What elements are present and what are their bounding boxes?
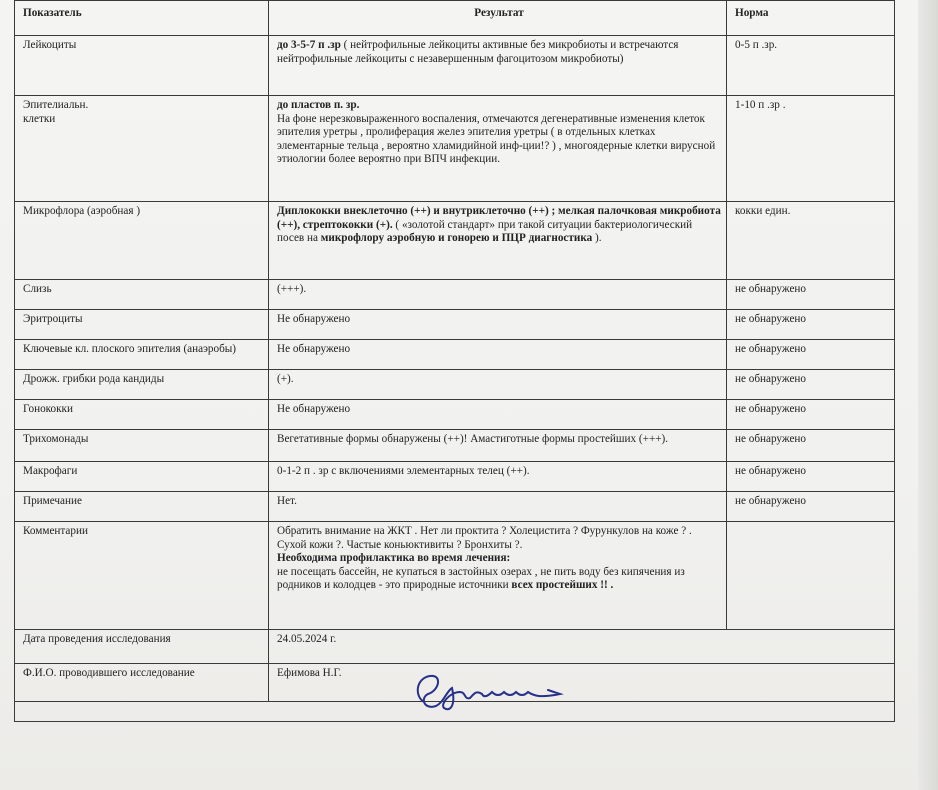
- person-value: Ефимова Н.Г.: [269, 664, 895, 702]
- header-parameter: Показатель: [15, 1, 269, 36]
- norm-cell: кокки един.: [727, 202, 895, 280]
- param-cell: Микрофлора (аэробная ): [15, 202, 269, 280]
- result-cell: Вегетативные формы обнаружены (++)! Амастиготные формы простейших (+++).: [269, 430, 727, 462]
- norm-cell: не обнаружено: [727, 400, 895, 430]
- comment-row: [15, 522, 895, 630]
- norm-cell: не обнаружено: [727, 462, 895, 492]
- table-header-row: [15, 1, 895, 36]
- result-cell: Не обнаружено: [269, 400, 727, 430]
- result-bold-2: микрофлору аэробную и гонорею и ПЦР диагностика: [320, 232, 593, 245]
- table-row: [15, 340, 895, 370]
- table-row: [15, 400, 895, 430]
- date-value: 24.05.2024 г.: [269, 630, 895, 664]
- table-row: [15, 280, 895, 310]
- result-bold: до 3-5-7 п .зр: [277, 39, 341, 51]
- result-bold: Диплококки внеклеточно (++) и внутриклеточно (++) ; мелкая палочковая микробиота (++), стрептококки (+).: [277, 205, 721, 231]
- norm-cell: не обнаружено: [727, 310, 895, 340]
- norm-cell: 1-10 п .зр .: [727, 96, 895, 202]
- person-label: Ф.И.О. проводившего исследование: [15, 664, 269, 702]
- table-row: [15, 310, 895, 340]
- norm-cell: не обнаружено: [727, 430, 895, 462]
- norm-cell: не обнаружено: [727, 492, 895, 522]
- result-cell: (+++).: [269, 280, 727, 310]
- table-row: [15, 96, 895, 202]
- comment-cell: [269, 522, 727, 630]
- norm-cell: 0-5 п .зр.: [727, 36, 895, 96]
- table-row: [15, 430, 895, 462]
- norm-cell: [727, 522, 895, 630]
- param-cell: [15, 96, 269, 202]
- comment-advice-text: не посещать бассейн, не купаться в застойных озерах , не пить воду без кипячения из родников и колодцев - это природные источники: [277, 565, 685, 592]
- header-result: Результат: [269, 1, 727, 36]
- param-cell: Гонококки: [15, 400, 269, 430]
- table-row: [15, 462, 895, 492]
- result-text: ( «золотой стандарт» при такой ситуации бактериологический посев на: [277, 218, 693, 245]
- result-cell: (+).: [269, 370, 727, 400]
- analysis-table: [14, 0, 895, 722]
- param-text: Эпителиальн. клетки: [23, 99, 89, 125]
- norm-cell: не обнаружено: [727, 280, 895, 310]
- page-edge-shadow: [918, 0, 938, 790]
- param-cell: Примечание: [15, 492, 269, 522]
- result-cell: Не обнаружено: [269, 310, 727, 340]
- date-row: [15, 630, 895, 664]
- param-cell: Эритроциты: [15, 310, 269, 340]
- comment-line: Обратить внимание на ЖКТ . Нет ли проктита ? Холецистита ? Фурункулов на коже ? . Сухой кожи ?. Частые коньюктивиты ? Бронхиты ?.: [277, 525, 692, 551]
- table-row: [15, 370, 895, 400]
- param-cell: Макрофаги: [15, 462, 269, 492]
- param-cell: Слизь: [15, 280, 269, 310]
- param-cell: Лейкоциты: [15, 36, 269, 96]
- result-text: ( нейтрофильные лейкоциты активные без микробиоты и встречаются нейтрофильные лейкоциты с незавершенным фагоцитозом микробиоты): [277, 39, 679, 65]
- result-cell: Нет.: [269, 492, 727, 522]
- result-cell: Не обнаружено: [269, 340, 727, 370]
- table-row: [15, 202, 895, 280]
- signature: [410, 666, 590, 718]
- result-text: На фоне нерезковыраженного воспаления, отмечаются дегенеративные изменения клеток эпителия уретры , пролиферация желез эпителия уретры ( в отдельных клетках элементарные тельца , вероятно хламидийной инф-ции!? ) , многоядерные клетки вирусной этиологии более вероятно при ВПЧ инфекции.: [277, 112, 716, 166]
- header-norm: Норма: [727, 1, 895, 36]
- result-cell: 0-1-2 п . зр с включениями элементарных телец (++).: [269, 462, 727, 492]
- table-row: [15, 36, 895, 96]
- comment-advice-bold: всех простейших !! .: [511, 579, 614, 592]
- result-cell: [269, 36, 727, 96]
- comment-advice: [277, 566, 721, 593]
- result-cell: [269, 96, 727, 202]
- param-cell: Ключевые кл. плоского эпителия (анаэробы): [15, 340, 269, 370]
- result-cell: [269, 202, 727, 280]
- table-row: [15, 492, 895, 522]
- norm-cell: не обнаружено: [727, 340, 895, 370]
- result-end: ).: [592, 232, 602, 245]
- param-cell: Комментарии: [15, 522, 269, 630]
- result-bold: до пластов п. зр.: [277, 99, 360, 111]
- comment-heading: Необходима профилактика во время лечения:: [277, 552, 511, 565]
- norm-cell: не обнаружено: [727, 370, 895, 400]
- param-cell: Трихомонады: [15, 430, 269, 462]
- date-label: Дата проведения исследования: [15, 630, 269, 664]
- param-cell: Дрожж. грибки рода кандиды: [15, 370, 269, 400]
